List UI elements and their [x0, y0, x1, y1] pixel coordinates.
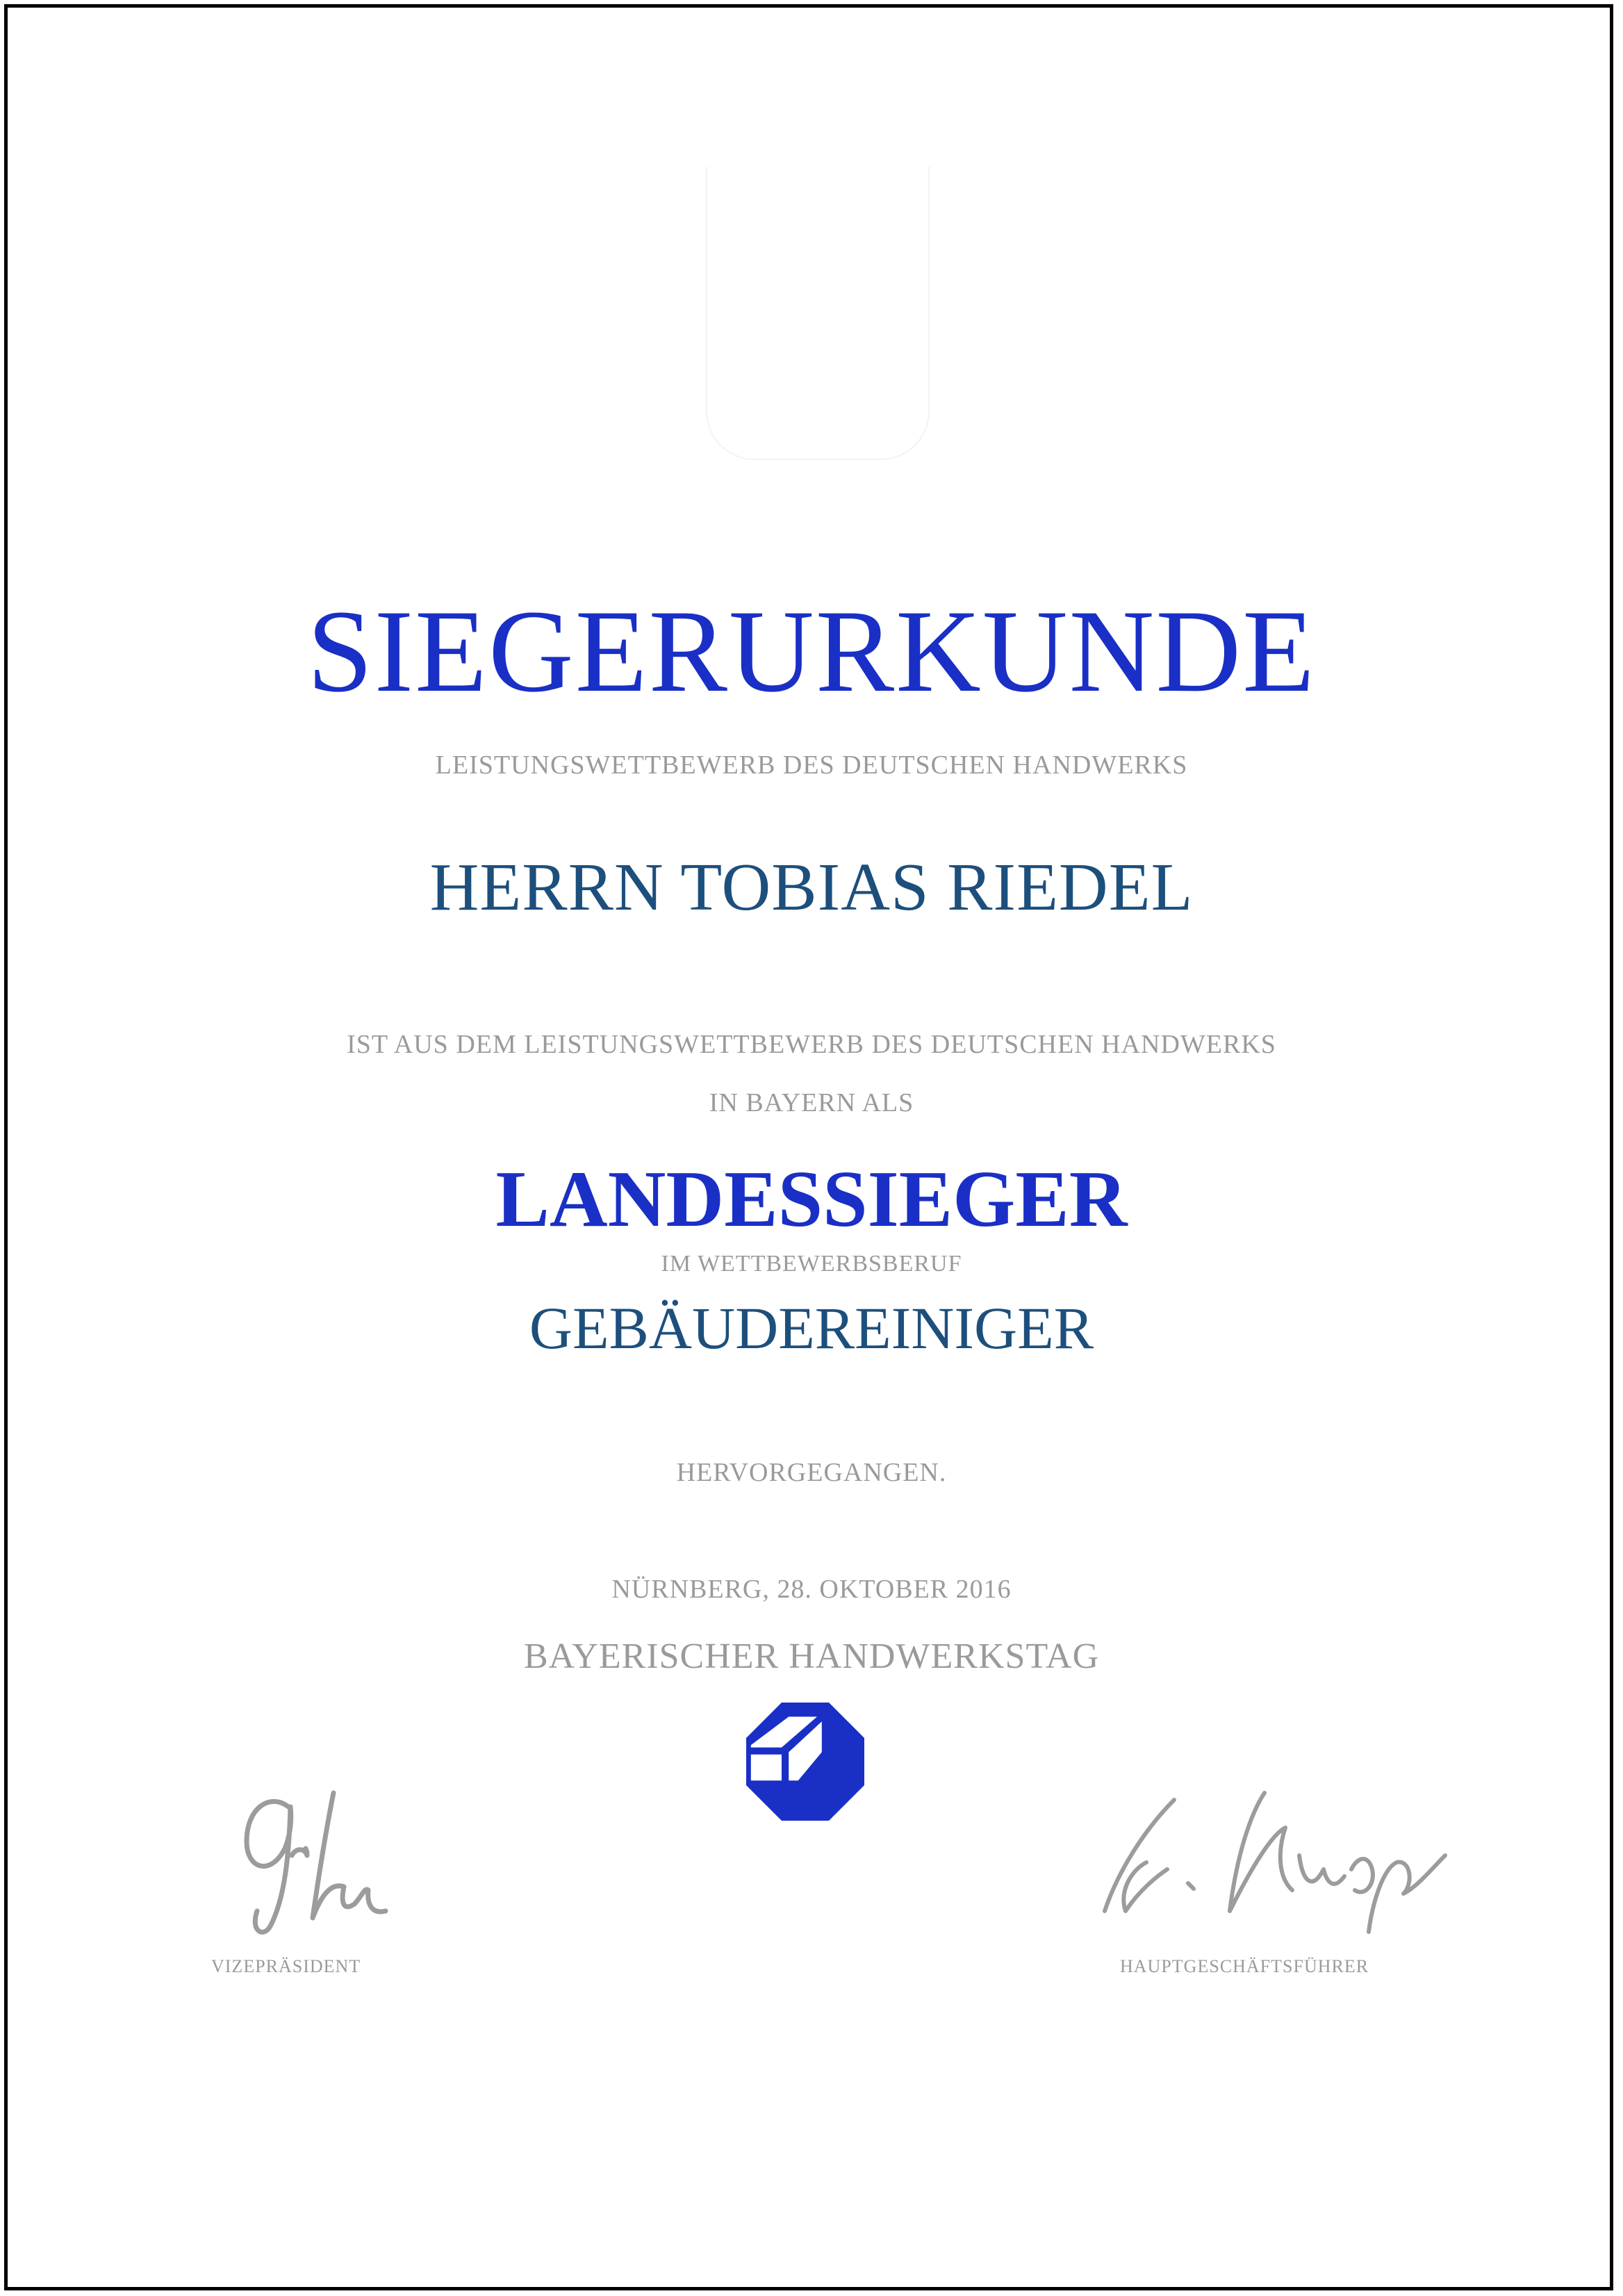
award-title: LANDESSIEGER [495, 1155, 1128, 1244]
statement-line-1: IST AUS DEM LEISTUNGSWETTBEWERB DES DEUTSCHEN HANDWERKS [347, 1030, 1276, 1059]
vizepraesident-signature [222, 1765, 403, 1946]
handwerk-octagon-logo-icon [746, 1703, 864, 1821]
trade-name: GEBÄUDEREINIGER [529, 1295, 1094, 1361]
recipient-name: HERRN TOBIAS RIEDEL [429, 850, 1194, 925]
place-and-date: NÜRNBERG, 28. OKTOBER 2016 [611, 1575, 1012, 1604]
hauptgeschaeftsfuehrer-signature [1091, 1772, 1459, 1939]
shield-watermark-icon [706, 167, 930, 460]
trade-intro: IM WETTBEWERBSBERUF [661, 1251, 962, 1277]
certificate-title: SIEGERURKUNDE [306, 586, 1317, 716]
vizepraesident-label: VIZEPRÄSIDENT [211, 1956, 361, 1976]
certificate-subtitle: LEISTUNGSWETTBEWERB DES DEUTSCHEN HANDWERKS [435, 751, 1188, 780]
statement-line-2: IN BAYERN ALS [709, 1088, 914, 1117]
closing-text: HERVORGEGANGEN. [676, 1458, 947, 1487]
event-name: BAYERISCHER HANDWERKSTAG [523, 1637, 1100, 1676]
hauptgeschaeftsfuehrer-label: HAUPTGESCHÄFTSFÜHRER [1120, 1956, 1369, 1976]
